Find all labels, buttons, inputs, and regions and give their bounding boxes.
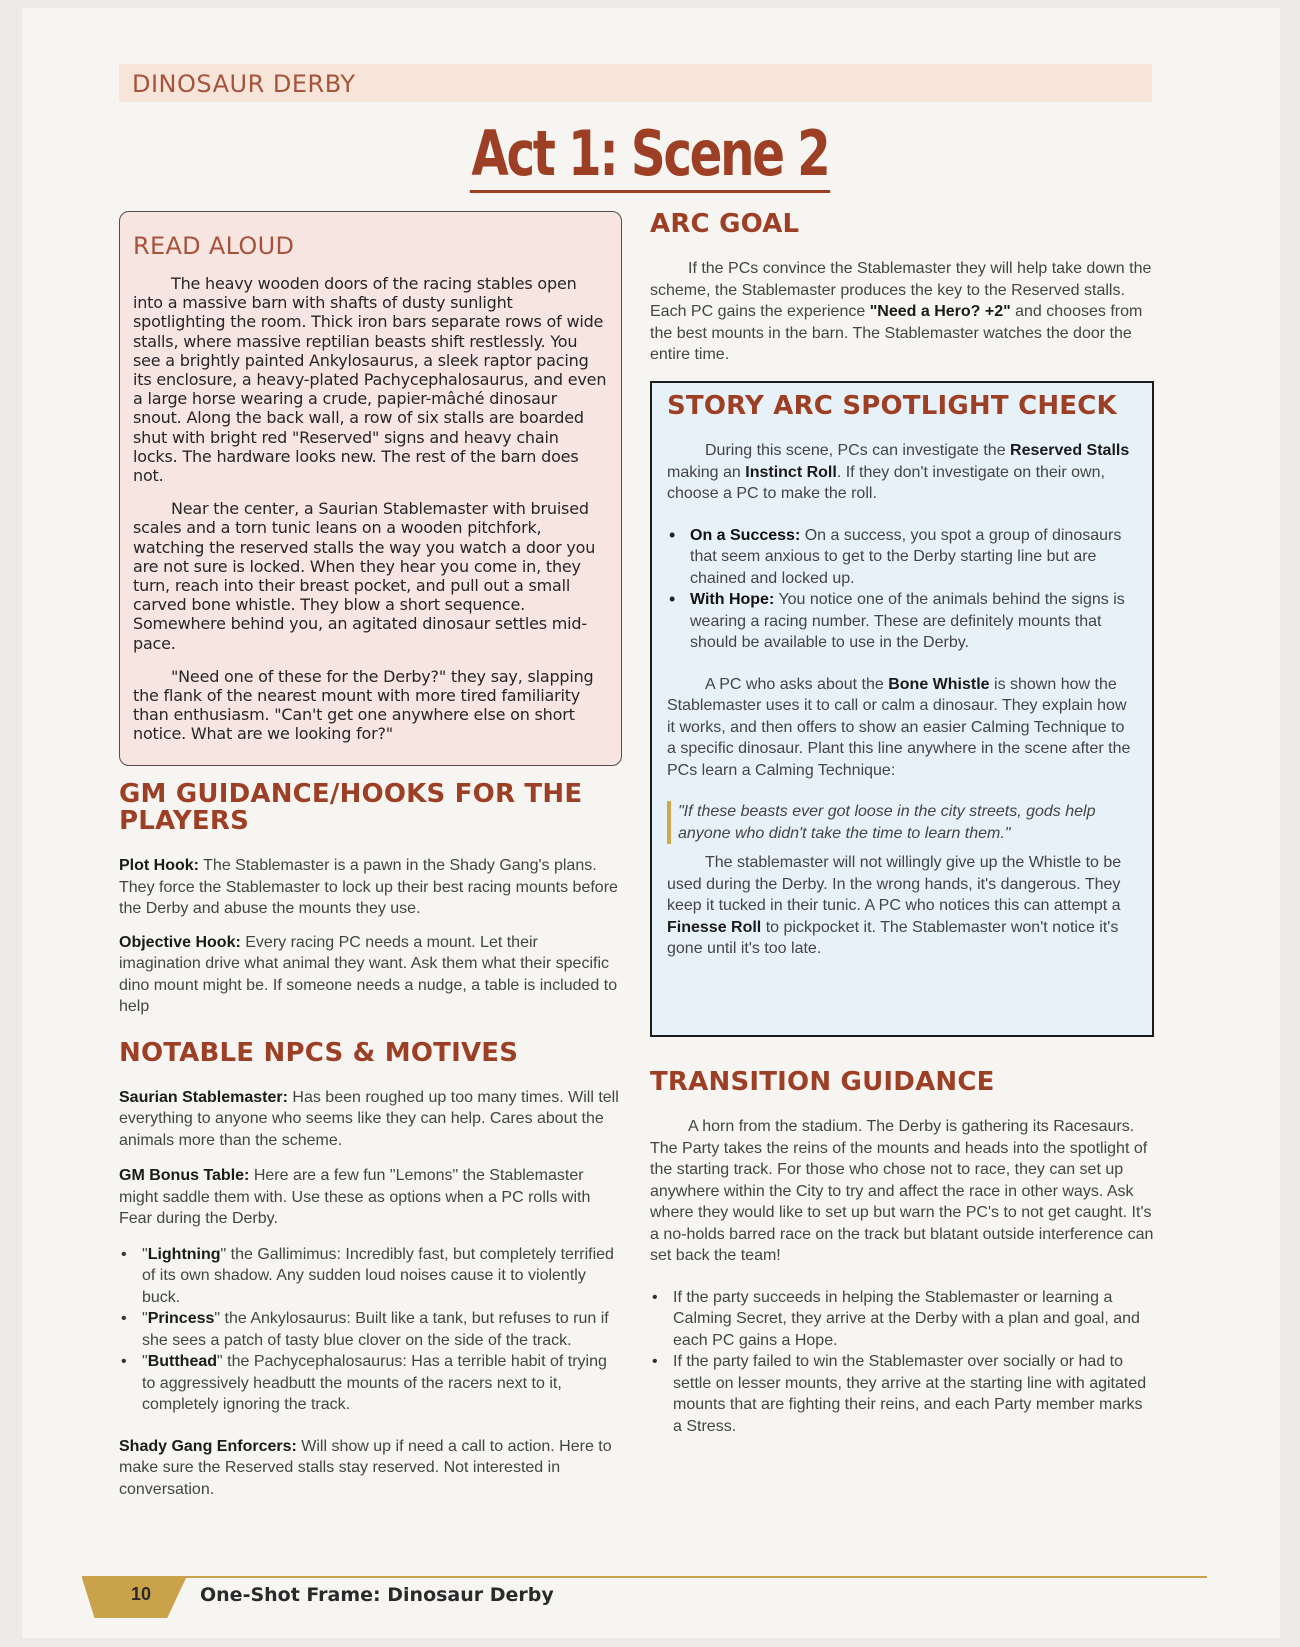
outcome-text: You notice one of the animals behind the signs is wearing a racing number. These are definitely mounts that should be available to use in the Derby. [690,591,1125,651]
plot-hook-text: The Stablemaster is a pawn in the Shady Gang's plans. They force the Stablemaster to lock up their best racing mounts before the Derby and abuse the mounts they use. [119,857,618,917]
objective-hook-text: Every racing PC needs a mount. Let their imagination drive what animal they want. Ask them what their specific dino mount might be. If someone needs a nudge, a table is included to help [119,933,618,1015]
instinct-roll-label: Instinct Roll [745,463,837,481]
page-number: 10 [131,1584,152,1604]
npc-stablemaster-text: Has been roughed up too many times. Will tell everything to anyone who seems like they can help. Cares about the animals more than the scheme. [119,1088,619,1149]
spotlight-closing [667,852,1137,960]
left-column [119,211,622,1500]
spotlight-heading: STORY ARC SPOTLIGHT CHECK [667,391,1117,421]
read-aloud-paragraph: The heavy wooden doors of the racing stables open into a massive barn with shafts of dusty sunlight spotlighting the room. Thick iron bars separate rows of wide stalls, where massive reptilian beasts shift restlessly. You see a brightly painted Ankylosaurus, a sleek raptor pacing its enclosure, a heavy-plated Pachycephalosaurus, and even a large horse wearing a crude, papier-mâché dinosaur snout. Along the back wall, a row of six stalls are boarded shut with bright red "Reserved" signs and heavy chain locks. The hardware looks new. The rest of the barn does not. [133,274,607,486]
plot-hook-label: Plot Hook: [119,857,199,874]
spotlight-outcomes [667,525,1137,654]
closing-text-b: to pickpocket it. The Stablemaster won't notice it's gone until it's too late. [667,918,1119,957]
list-item [667,589,1137,654]
lemon-name: Princess [147,1310,215,1327]
arc-goal-heading: ARC GOAL [650,209,800,239]
list-item: • "Butthead" the Pachycephalosaurus: Has a terrible habit of trying to aggressively headbutt the mounts of the racers next to it, completely ignoring the track. [119,1351,622,1416]
outcome-label: With Hope: [690,591,775,608]
gm-bonus-label: GM Bonus Table: [119,1167,250,1184]
read-aloud-paragraph: "Need one of these for the Derby?" they say, slapping the flank of the nearest mount with more tired familiarity than enthusiasm. "Can't get one anywhere else on short notice. What are we looking for?" [133,666,594,744]
page-title-wrap [0,118,1300,193]
gm-bonus-text: Here are a few fun "Lemons" the Stablemaster might saddle them with. Use these as options when a PC rolls with Fear during the Derby. [119,1167,591,1227]
transition-list [650,1287,1154,1438]
read-aloud-heading: READ ALOUD [133,232,295,260]
reserved-stalls-label: Reserved Stalls [1010,442,1130,459]
npc-stablemaster-label: Saurian Stablemaster: [119,1088,288,1106]
npc-stablemaster [119,1087,622,1152]
lemon-text: " the Pachycephalosaurus: Has a terrible habit of trying to aggressively headbutt the mounts of the racers next to it, completely ignoring the track. [142,1353,607,1413]
lemon-name: Butthead [147,1353,218,1370]
gm-bonus-table [119,1165,622,1230]
blockquote: "If these beasts ever got loose in the city streets, gods help anyone who didn't take the time to learn them." [667,801,1137,844]
closing-text-a: The stablemaster will not willingly give up the Whistle to be used during the Derby. In the wrong hands, it's dangerous. They keep it tucked in their tunic. A PC who notices this can attempt a [667,854,1122,914]
lemons-list [119,1244,622,1416]
npc-enforcers-label: Shady Gang Enforcers: [119,1437,297,1455]
npcs-heading: NOTABLE NPCS & MOTIVES [119,1037,519,1068]
lemon-name: Lightning [147,1245,221,1263]
read-aloud-box [119,211,622,766]
gm-guidance-heading: GM GUIDANCE/HOOKS FOR THE PLAYERS [119,779,583,836]
spotlight-intro-c: . If they don't investigate on their own, choose a PC to make the roll. [667,463,1105,502]
arc-goal-text-b: and chooses from the best mounts in the barn. The Stablemaster watches the door the entire time. [650,303,1143,363]
bone-whistle-text [667,674,1137,782]
lemon-text: " the Ankylosaurus: Built like a tank, but refuses to run if she sees a patch of tasty blue clover on the side of the track. [142,1310,609,1349]
list-item: • "Lightning" the Gallimimus: Incredibly fast, but completely terrified of its own shadow. Any sudden loud noises cause it to violently buck. [119,1244,622,1309]
objective-hook [119,932,622,1018]
lemon-text: " the Gallimimus: Incredibly fast, but completely terrified of its own shadow. Any sudden loud noises cause it to violently buck. [142,1245,614,1306]
experience-label: "Need a Hero? +2" [869,303,1011,320]
list-item: • If the party failed to win the Stablemaster over socially or had to settle on lesser mounts, they arrive at the starting line with agitated mounts that are fighting their reins, and each Party member marks a Stress. [650,1351,1154,1437]
list-item: • "Princess" the Ankylosaurus: Built like a tank, but refuses to run if she sees a patch of tasty blue clover on the side of the track. [119,1308,622,1351]
footer-title: One-Shot Frame: Dinosaur Derby [200,1584,554,1606]
spotlight-intro [667,440,1137,505]
bone-whistle-label: Bone Whistle [888,675,990,693]
transition-heading: TRANSITION GUIDANCE [650,1067,995,1097]
footer-rule [82,1576,1207,1578]
outcome-label: On a Success: [690,526,801,544]
arc-goal-text-a: If the PCs convince the Stablemaster they will help take down the scheme, the Stablemaster produces the key to the Reserved stalls. Each PC gains the experience [650,260,1152,320]
plot-hook [119,855,622,920]
read-aloud-paragraph: Near the center, a Saurian Stablemaster with bruised scales and a torn tunic leans on a wooden pitchfork, watching the reserved stalls the way you watch a door you are not sure is locked. When they hear you come in, they turn, reach into their breast pocket, and pull out a small carved bone whistle. They blow a short sequence. Somewhere behind you, an agitated dinosaur settles mid-pace. [133,499,596,653]
list-item [667,525,1137,590]
whistle-text-b: is shown how the Stablemaster uses it to call or calm a dinosaur. They explain how it works, and then offers to show an easier Calming Technique to a specific dinosaur. Plant this line anywhere in the scene after the PCs learn a Calming Technique: [667,675,1131,779]
right-column [650,209,1154,1435]
section-header: DINOSAUR DERBY [132,70,356,98]
list-item: • If the party succeeds in helping the Stablemaster or learning a Calming Secret, they arrive at the Derby with a plan and goal, and each PC gains a Hope. [650,1287,1154,1352]
transition-section [650,1069,1154,1437]
spotlight-intro-a: During this scene, PCs can investigate the [705,442,1011,459]
outcome-text: On a success, you spot a group of dinosaurs that seem anxious to get to the Derby starting line but are chained and locked up. [690,526,1122,587]
whistle-text-a: A PC who asks about the [705,675,889,693]
spotlight-box [650,381,1154,1037]
npc-enforcers [119,1436,622,1501]
spotlight-intro-b: making an [667,463,746,481]
arc-goal-text [650,258,1154,366]
transition-text: A horn from the stadium. The Derby is gathering its Racesaurs. The Party takes the reins of the mounts and heads into the spotlight of the starting track. For those who chose not to race, they can set up anywhere within the City to try and affect the race in other ways. Ask where they would like to set up but warn the PC's to not get caught. It's a no-holds barred race on the track but blatant outside interference can set back the team! [650,1118,1154,1264]
page-title: Act 1: Scene 2 [470,118,830,193]
finesse-roll-label: Finesse Roll [667,918,762,936]
npc-enforcers-text: Will show up if need a call to action. Here to make sure the Reserved stalls stay reserved. Not interested in conversation. [119,1437,612,1498]
objective-hook-label: Objective Hook: [119,933,241,951]
